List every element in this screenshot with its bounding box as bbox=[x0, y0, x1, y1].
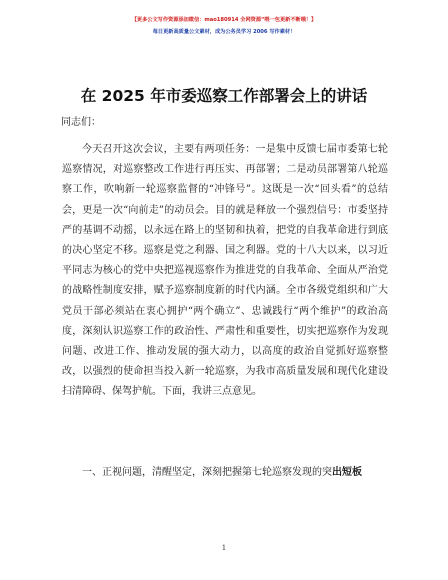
section-heading-1-bold: 出短板 bbox=[332, 467, 362, 478]
section-heading-1 bbox=[62, 463, 388, 483]
promo-banner-line-1: 【更多公文写作资源添加微信：mao180914 全网资源“喂一包更新不断哦！】 bbox=[131, 17, 317, 23]
page-number: 1 bbox=[221, 544, 227, 552]
greeting: 同志们： bbox=[61, 117, 101, 128]
body-paragraph: 今天召开这次会议，主要有两项任务：一是集中反馈七届市委第七轮巡察情况，对巡察整改工作进行再压实、再部署；二是动员部署第八轮巡察工作，吹响新一轮巡察监督的“冲锋号”。这既是一次“回头看”的总结会，更是一次“向前走”的动员会。目的就是释放一个强烈信号：市委坚持严的基调不动摇，以永远在路上的坚韧和执着，把党的自我革命进行到底的决心坚定不移。巡察是党之利器、国之利器。党的十八大以来，以习近平同志为核心的党中央把巡视巡察作为推进党的自我革命、全面从严治党的战略性制度安排，赋予巡察制度新的时代内涵。全市各级党组织和广大党员干部必须站在衷心拥护“两个确立”、忠诚践行“两个维护”的政治高度，深刻认识巡察工作的政治性、严肃性和重要性，切实把巡察作为发现问题、改进工作、推动发展的强大动力，以高度的政治自觉抓好巡察整改，以强烈的使命担当投入新一轮巡察，为我市高质量发展和现代化建设扫清障碍、保驾护航。下面，我讲三点意见。 bbox=[62, 144, 388, 398]
promo-banner-line-2: 每日更新高质量公文素材，成为公务员学习 2006 写作素材！ bbox=[152, 29, 296, 35]
section-heading-1-prefix: 一、正视问题，清醒坚定，深刻把握第七轮巡察发现的突 bbox=[82, 467, 332, 478]
document-title: 在 2025 年市委巡察工作部署会上的讲话 bbox=[80, 87, 368, 105]
promo-banner bbox=[0, 14, 448, 38]
